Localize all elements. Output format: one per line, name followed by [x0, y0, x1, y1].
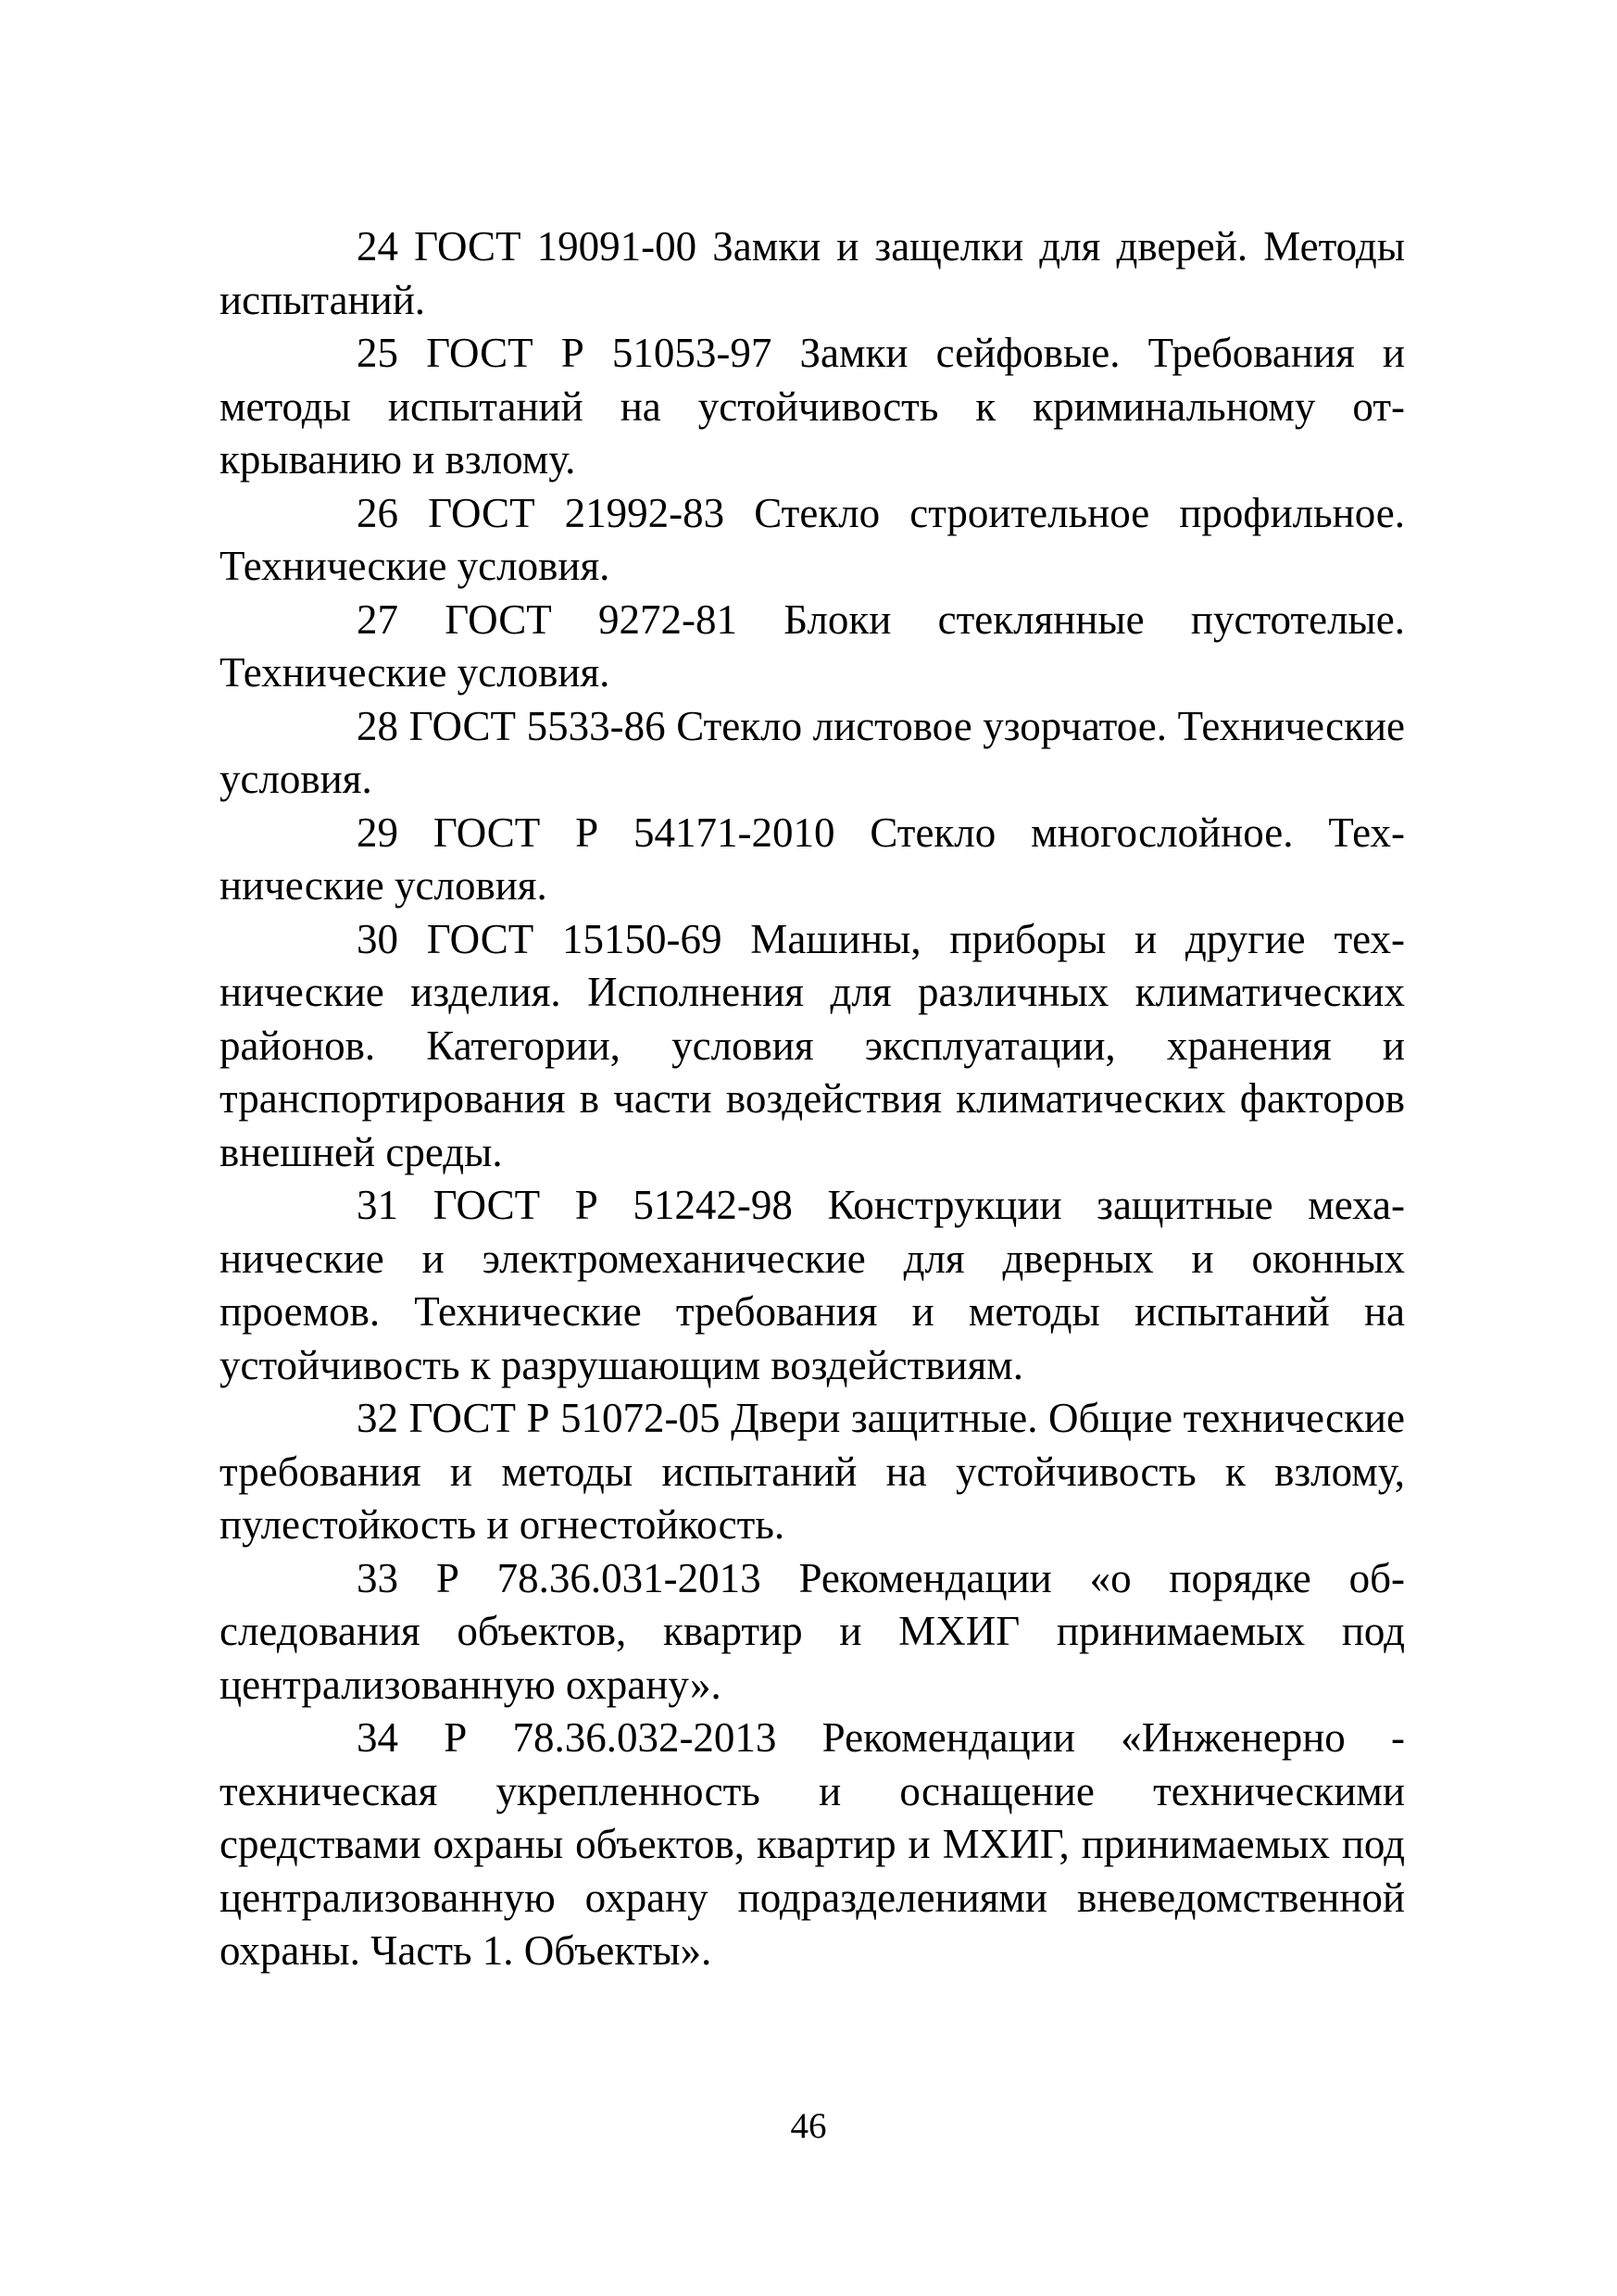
- reference-item-28: 28 ГОСТ 5533-86 Стекло листовое узорчатое. Технические условия.: [219, 702, 1405, 802]
- reference-item-32: 32 ГОСТ Р 51072-05 Двери защитные. Общие технические требования и методы испытаний на устойчивость к взлому, пулестойкость и огнестойкость.: [219, 1395, 1405, 1548]
- reference-item-34: 34 Р 78.36.032-2013 Рекомендации «Инженерно - техническая укрепленность и оснащение техническими средствами охраны объектов, квартир и МХИГ, принимаемых под централизованную охрану подразделениями вневедомственной охраны. Часть 1. Объекты».: [219, 1714, 1405, 1974]
- reference-item-30: 30 ГОСТ 15150-69 Машины, приборы и другие технические изделия. Исполнения для различных климатических районов. Категории, условия эксплуатации, хранения и транспортирования в части воздействия климатических факторов внешней среды.: [219, 915, 1405, 1175]
- reference-list: [219, 220, 1405, 1978]
- reference-item-29: 29 ГОСТ Р 54171-2010 Стекло многослойное. Технические условия.: [219, 809, 1405, 909]
- reference-item-25: 25 ГОСТ Р 51053-97 Замки сейфовые. Требования и методы испытаний на устойчивость к криминальному открыванию и взлому.: [219, 330, 1405, 483]
- reference-item-31: 31 ГОСТ Р 51242-98 Конструкции защитные механические и электромеханические для дверных и оконных проемов. Технические требования и методы испытаний на устойчивость к разрушающим воздействиям.: [219, 1182, 1405, 1388]
- reference-item-33: 33 Р 78.36.031-2013 Рекомендации «о порядке обследования объектов, квартир и МХИГ принимаемых под централизованную охрану».: [219, 1554, 1405, 1708]
- reference-item-26: 26 ГОСТ 21992-83 Стекло строительное профильное. Технические условия.: [219, 489, 1405, 589]
- page-number: 46: [790, 2106, 827, 2146]
- reference-item-24: 24 ГОСТ 19091-00 Замки и защелки для дверей. Методы испытаний.: [219, 223, 1405, 323]
- reference-item-27: 27 ГОСТ 9272-81 Блоки стеклянные пустотелые. Технические условия.: [219, 596, 1405, 696]
